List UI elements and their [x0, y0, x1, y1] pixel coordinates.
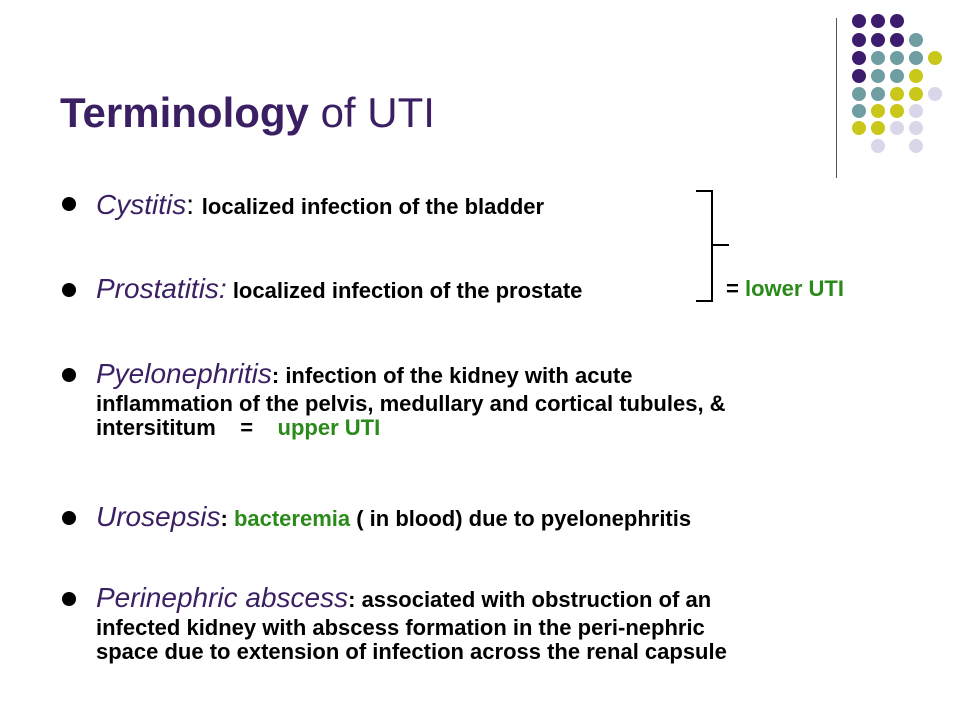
decor-dot [909, 104, 923, 118]
decor-dot [871, 121, 885, 135]
bracket-top [696, 190, 712, 192]
decor-dot [871, 104, 885, 118]
decor-dot [890, 33, 904, 47]
bullet-item-perinephric-abscess [60, 582, 880, 674]
decor-dot [871, 139, 885, 153]
decor-dot [928, 87, 942, 101]
decor-dot [871, 69, 885, 83]
term-label: Perinephric abscess [96, 582, 349, 613]
slide-title [60, 88, 435, 138]
bullet-item-pyelonephritis [60, 358, 880, 448]
decor-vertical-line [836, 18, 837, 178]
bracket-vertical [711, 190, 713, 302]
decor-dot [871, 33, 885, 47]
bullet-icon [62, 592, 76, 606]
decor-dot [852, 104, 866, 118]
term-desc-highlight: bacteremia [233, 506, 351, 531]
bracket-middle [711, 244, 729, 246]
scope-note [726, 274, 844, 304]
term-desc-line-3: space due to extension of infection across the renal capsule [96, 639, 727, 664]
bullet-text [96, 582, 727, 664]
decor-dot [909, 69, 923, 83]
decor-dot [890, 121, 904, 135]
decor-dot [890, 69, 904, 83]
term-sep: : [220, 506, 234, 531]
title-bold: Terminology [60, 89, 309, 136]
term-label: Prostatitis: [96, 273, 227, 304]
decor-dot [890, 14, 904, 28]
decor-dot [890, 51, 904, 65]
bullet-text [96, 502, 691, 534]
term-label: Urosepsis [96, 501, 221, 532]
bracket-bottom [696, 300, 712, 302]
decor-dot [871, 87, 885, 101]
bullet-text [96, 358, 726, 440]
term-desc: : associated with obstruction of an [348, 587, 712, 612]
decor-dot [852, 69, 866, 83]
bullet-icon [62, 368, 76, 382]
bullet-text [96, 190, 544, 222]
scope-label: upper UTI [277, 415, 381, 440]
bullet-icon [62, 283, 76, 297]
title-rest: of UTI [308, 89, 435, 136]
decor-dot [909, 87, 923, 101]
scope-label: lower UTI [744, 276, 844, 301]
term-desc-line-2: inflammation of the pelvis, medullary and cortical tubules, & [96, 391, 726, 416]
decor-dot [852, 14, 866, 28]
term-label: Cystitis [96, 189, 187, 220]
decor-dot [852, 33, 866, 47]
bullet-item-urosepsis [60, 500, 880, 536]
decor-dot [928, 51, 942, 65]
term-desc: ( in blood) due to pyelonephritis [350, 506, 692, 531]
decor-dot [852, 51, 866, 65]
term-desc-line-2: infected kidney with abscess formation in the peri-nephric [96, 615, 705, 640]
term-desc: localized infection of the prostate [226, 278, 583, 303]
bullet-icon [62, 511, 76, 525]
decor-dot [909, 139, 923, 153]
decor-dot [909, 121, 923, 135]
scope-equals: = [726, 276, 745, 301]
term-desc: localized infection of the bladder [201, 194, 545, 219]
bullet-text [96, 274, 582, 306]
bullet-icon [62, 197, 76, 211]
decor-dot [909, 33, 923, 47]
decor-dot [852, 87, 866, 101]
decor-dot [909, 51, 923, 65]
term-desc-line-3: intersititum = [96, 415, 278, 440]
decor-dot [890, 104, 904, 118]
bullet-item-cystitis [60, 186, 880, 226]
term-sep: : [186, 189, 202, 220]
decor-dot [871, 14, 885, 28]
bullet-item-prostatitis [60, 272, 880, 312]
decor-dot [890, 87, 904, 101]
decor-dot [871, 51, 885, 65]
decor-dot [852, 121, 866, 135]
term-desc: : infection of the kidney with acute [271, 363, 633, 388]
term-label: Pyelonephritis [96, 358, 272, 389]
